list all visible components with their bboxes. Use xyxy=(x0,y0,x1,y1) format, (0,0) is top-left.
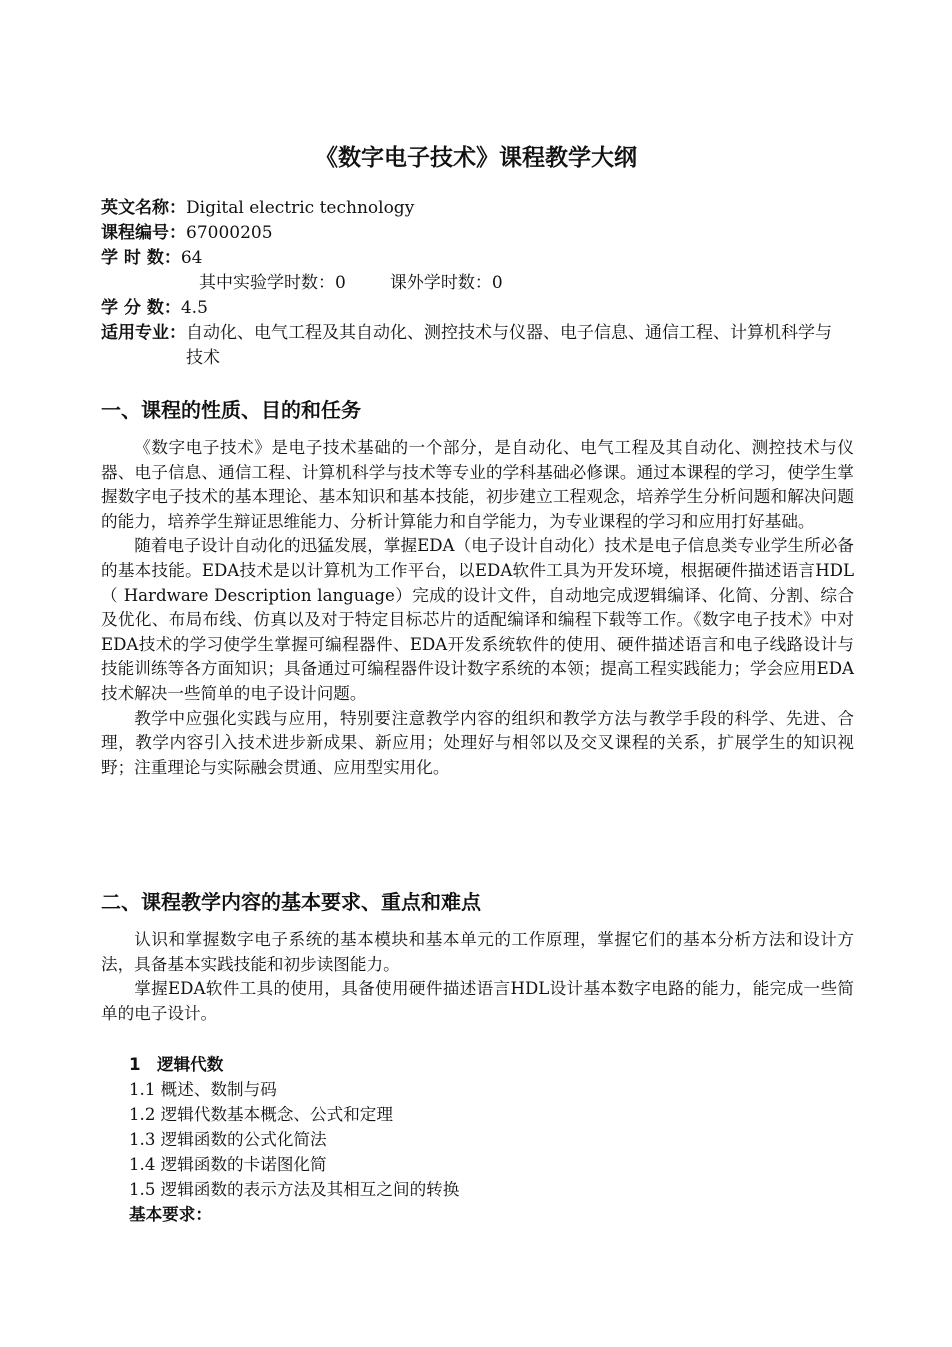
hours-row xyxy=(101,246,856,271)
chapter-item: 1.3 逻辑函数的公式化简法 xyxy=(129,1130,327,1149)
english-name-row xyxy=(101,196,856,221)
hours-label: 学 时 数： xyxy=(101,248,181,268)
majors-row xyxy=(101,321,856,371)
course-code-label: 课程编号： xyxy=(101,223,186,243)
section1-heading: 一、课程的性质、目的和任务 xyxy=(101,398,361,422)
english-name-value: Digital electric technology xyxy=(186,198,415,218)
course-code-value: 67000205 xyxy=(186,223,273,243)
document-title: 《数字电子技术》课程教学大纲 xyxy=(315,145,637,171)
chapter-item: 1.2 逻辑代数基本概念、公式和定理 xyxy=(129,1105,393,1124)
section1-paragraph: 教学中应强化实践与应用，特别要注意教学内容的组织和教学方法与教学手段的科学、先进、合理，教学内容引入技术进步新成果、新应用；处理好与相邻以及交叉课程的关系，扩展学生的知识视野；注重理论与实际融会贯通、应用型实用化。 xyxy=(101,708,854,777)
chapter-title xyxy=(129,1052,829,1077)
section2-paragraph: 掌握EDA软件工具的使用，具备使用硬件描述语言HDL设计基本数字电路的能力，能完成一些简单的电子设计。 xyxy=(101,979,854,1023)
extra-hours: 课外学时数：0 xyxy=(389,273,503,293)
requirements-label: 基本要求： xyxy=(129,1205,212,1224)
credits-label: 学 分 数： xyxy=(101,298,181,318)
chapter-1 xyxy=(129,1052,829,1227)
chapter-item: 1.5 逻辑函数的表示方法及其相互之间的转换 xyxy=(129,1180,460,1199)
credits-row xyxy=(101,296,856,321)
majors-label: 适用专业： xyxy=(101,323,186,343)
section2-body xyxy=(101,928,854,1026)
credits-value: 4.5 xyxy=(180,298,208,318)
english-name-label: 英文名称： xyxy=(101,198,186,218)
chapter-number: 1 xyxy=(129,1055,141,1074)
hours-detail-row xyxy=(101,271,856,296)
chapter-item: 1.4 逻辑函数的卡诺图化简 xyxy=(129,1155,327,1174)
chapter-item: 1.1 概述、数制与码 xyxy=(129,1080,277,1099)
hours-value: 64 xyxy=(180,248,203,268)
section1-paragraph: 《数字电子技术》是电子技术基础的一个部分，是自动化、电气工程及其自动化、测控技术与仪器、电子信息、通信工程、计算机科学与技术等专业的学科基础必修课。通过本课程的学习，使学生掌握数字电子技术的基本理论、基本知识和基本技能，初步建立工程观念，培养学生分析问题和解决问题的能力，培养学生辩证思维能力、分析计算能力和自学能力，为专业课程的学习和应用打好基础。 xyxy=(101,438,854,531)
course-code-row xyxy=(101,221,856,246)
course-info xyxy=(101,196,856,371)
section1-paragraph: 随着电子设计自动化的迅猛发展，掌握EDA（电子设计自动化）技术是电子信息类专业学生所必备的基本技能。EDA技术是以计算机为工作平台，以EDA软件工具为开发环境，根据硬件描述语言HDL（ Hardware Description language）完成的设计文件，自动地完成逻辑编译、化简、分割、综合及优化、布局布线、仿真以及对于特定目标芯片的适配编译和编程下载等工作。《数字电子技术》中对EDA技术的学习使学生掌握可编程器件、EDA开发系统软件的使用、硬件描述语言和电子线路设计与技能训练等各方面知识；具备通过可编程器件设计数字系统的本领；提高工程实践能力；学会应用EDA技术解决一些简单的电子设计问题。 xyxy=(101,536,854,703)
section1-body xyxy=(101,436,854,780)
section2-heading: 二、课程教学内容的基本要求、重点和难点 xyxy=(101,890,481,914)
chapter-name: 逻辑代数 xyxy=(157,1055,224,1074)
majors-value: 自动化、电气工程及其自动化、测控技术与仪器、电子信息、通信工程、计算机科学与技术 xyxy=(186,323,832,368)
lab-hours: 其中实验学时数：0 xyxy=(199,273,346,293)
section2-paragraph: 认识和掌握数字电子系统的基本模块和基本单元的工作原理，掌握它们的基本分析方法和设计方法，具备基本实践技能和初步读图能力。 xyxy=(101,930,854,974)
